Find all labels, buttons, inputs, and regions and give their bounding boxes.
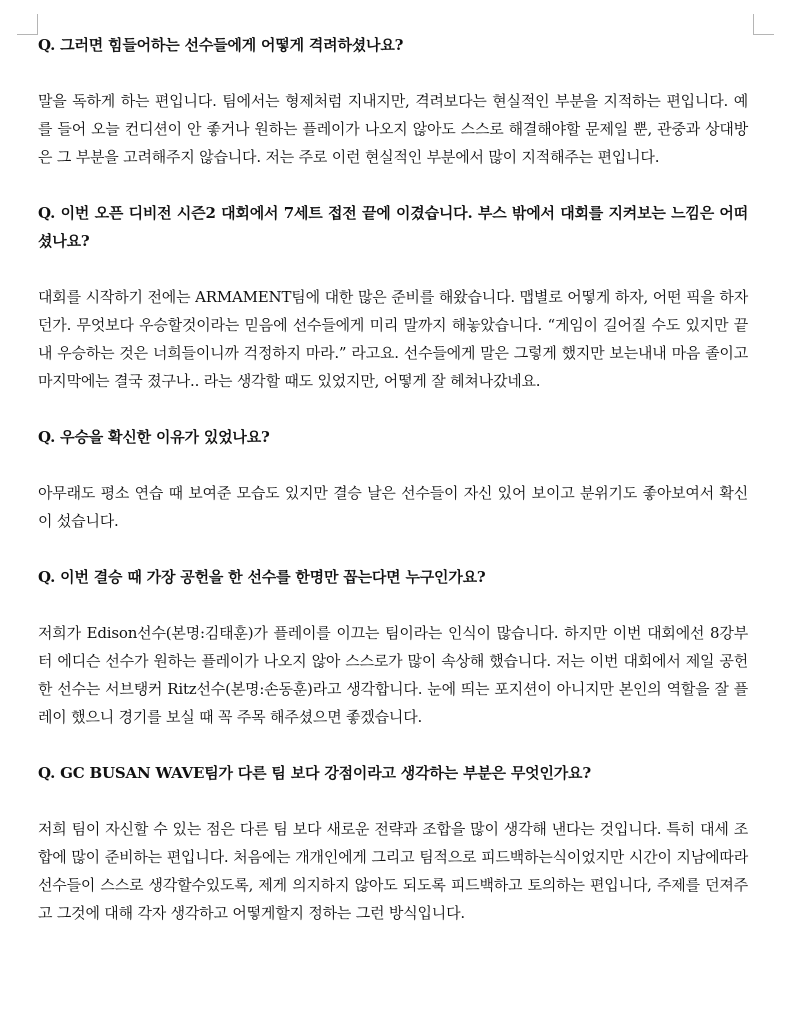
question-3: Q. 우승을 확신한 이유가 있었나요?	[38, 428, 270, 446]
question-4: Q. 이번 결승 때 가장 공헌을 한 선수를 한명만 꼽는다면 누구인가요?	[38, 568, 486, 586]
page-corner-mark-top-right	[753, 14, 774, 35]
answer-5: 저희 팀이 자신할 수 있는 점은 다른 팀 보다 새로운 전략과 조합을 많이 생각해 낸다는 것입니다. 특히 대세 조합에 많이 준비하는 편입니다. 처음에는 개개인에게 그리고 팀적으로 피드백하는식이었지만 시간이 지남에따라 선수들이 스스로 생각할수있도록, 제게 의지하지 않아도 되도록 피드백하고 토의하는 편입니다, 주제를 던져주고 그것에 대해 각자 생각하고 어떻게할지 정하는 그런 방식입니다.	[38, 820, 748, 922]
question-1: Q. 그러면 힘들어하는 선수들에게 어떻게 격려하셨나요?	[38, 36, 404, 54]
answer-2: 대회를 시작하기 전에는 ARMAMENT팀에 대한 많은 준비를 해왔습니다. 맵별로 어떻게 하자, 어떤 픽을 하자던가. 무엇보다 우승할것이라는 믿음에 선수들에게 미리 말까지 해놓았습니다. “게임이 길어질 수도 있지만 끝내 우승하는 것은 너희들이니까 걱정하지 마라.” 라고요. 선수들에게 말은 그렇게 했지만 보는내내 마음 졸이고 마지막에는 결국 졌구나.. 라는 생각할 때도 있었지만, 어떻게 잘 헤쳐나갔네요.	[38, 288, 748, 390]
page-corner-mark-top-left	[17, 14, 38, 35]
question-2: Q. 이번 오픈 디비전 시즌2 대회에서 7세트 접전 끝에 이겼습니다. 부스 밖에서 대회를 지켜보는 느낌은 어떠셨나요?	[38, 204, 748, 250]
answer-1: 말을 독하게 하는 편입니다. 팀에서는 형제처럼 지내지만, 격려보다는 현실적인 부분을 지적하는 편입니다. 예를 들어 오늘 컨디션이 안 좋거나 원하는 플레이가 나오지 않아도 스스로 해결해야할 문제일 뿐, 관중과 상대방은 그 부분을 고려해주지 않습니다. 저는 주로 이런 현실적인 부분에서 많이 지적해주는 편입니다.	[38, 92, 748, 166]
answer-3: 아무래도 평소 연습 때 보여준 모습도 있지만 결승 날은 선수들이 자신 있어 보이고 분위기도 좋아보여서 확신이 섰습니다.	[38, 484, 748, 530]
question-5: Q. GC BUSAN WAVE팀가 다른 팀 보다 강점이라고 생각하는 부분은 무엇인가요?	[38, 764, 591, 782]
document-page	[38, 31, 748, 927]
answer-4: 저희가 Edison선수(본명:김태훈)가 플레이를 이끄는 팀이라는 인식이 많습니다. 하지만 이번 대회에선 8강부터 에디슨 선수가 원하는 플레이가 나오지 않아 스스로가 많이 속상해 했습니다. 저는 이번 대회에서 제일 공헌한 선수는 서브탱커 Ritz선수(본명:손동훈)라고 생각합니다. 눈에 띄는 포지션이 아니지만 본인의 역할을 잘 플레이 했으니 경기를 보실 때 꼭 주목 해주셨으면 좋겠습니다.	[38, 624, 748, 726]
